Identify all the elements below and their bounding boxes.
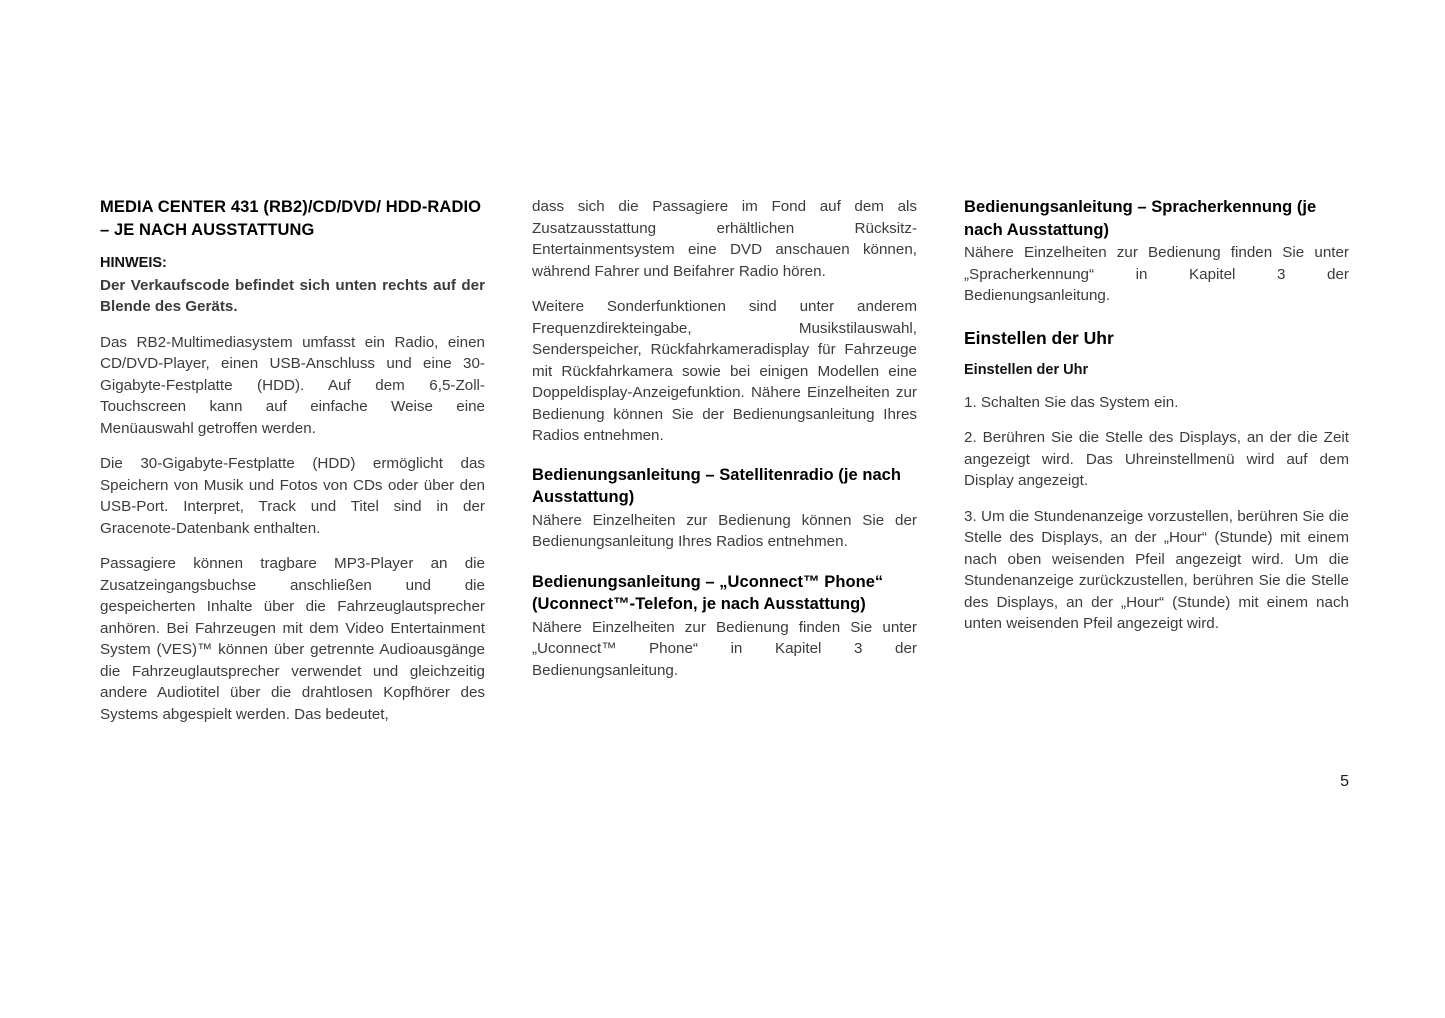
subheading-clock-setting: Einstellen der Uhr — [964, 361, 1089, 378]
heading-clock-setting: Einstellen der Uhr — [964, 327, 1114, 348]
page-title: MEDIA CENTER 431 (RB2)/CD/DVD/ HDD-RADIO – JE NACH AUSSTATTUNG — [100, 198, 482, 239]
clock-step-2: 2. Berühren Sie die Stelle des Displays, an der die Zeit angezeigt wird. Das Uhreinstellmenü wird auf dem Display angezeigt. — [964, 429, 1349, 489]
paragraph-satellite-radio: Nähere Einzelheiten zur Bedienung können Sie der Bedienungsanleitung Ihres Radios entnehmen. — [532, 511, 917, 550]
note-text: Der Verkaufscode befindet sich unten rechts auf der Blende des Geräts. — [100, 276, 485, 315]
page-number: 5 — [1340, 773, 1349, 790]
paragraph-hdd-storage: Die 30-Gigabyte-Festplatte (HDD) ermöglicht das Speichern von Musik und Fotos von CDs oder über den USB-Port. Interpret, Track und Titel sind in der Gracenote-Datenbank enthalten. — [100, 455, 485, 537]
paragraph-voice-recognition: Nähere Einzelheiten zur Bedienung finden Sie unter „Spracherkennung“ in Kapitel 3 der Bedienungsanleitung. — [964, 244, 1349, 304]
paragraph-uconnect-phone: Nähere Einzelheiten zur Bedienung finden Sie unter „Uconnect™ Phone“ in Kapitel 3 der Bedienungsanleitung. — [532, 618, 917, 679]
three-column-layout — [100, 196, 1350, 725]
heading-satellite-radio: Bedienungsanleitung – Satellitenradio (je nach Ausstattung) — [532, 465, 902, 506]
column-one — [100, 196, 485, 725]
clock-step-3: 3. Um die Stundenanzeige vorzustellen, berühren Sie die Stelle des Displays, an der „Hour“ (Stunde) mit einem nach oben weisenden Pfeil angezeigt wird. Um die Stundenanzeige zurückzustellen, berühren Sie die Stelle des Displays, an der „Hour“ (Stunde) mit einem nach unten weisenden Pfeil angezeigt wird. — [964, 507, 1349, 632]
heading-uconnect-phone: Bedienungsanleitung – „Uconnect™ Phone“ (Uconnect™-Telefon, je nach Ausstattung) — [532, 572, 884, 613]
paragraph-rear-seat-entertainment: dass sich die Passagiere im Fond auf dem als Zusatzausstattung erhältlichen Rücksitz-Entertainmentsystem eine DVD anschauen können, während Fahrer und Beifahrer Radio hören. — [532, 198, 917, 280]
heading-voice-recognition: Bedienungsanleitung – Spracherkennung (je nach Ausstattung) — [964, 198, 1317, 239]
clock-step-1: 1. Schalten Sie das System ein. — [964, 393, 1179, 411]
column-two — [532, 196, 917, 681]
paragraph-special-functions: Weitere Sonderfunktionen sind unter anderem Frequenzdirekteingabe, Musikstilauswahl, Senderspeicher, Rückfahrkameradisplay für Fahrzeuge mit Rückfahrkamera sowie bei einigen Modellen eine Doppeldisplay-Anzeigefunktion. Nähere Einzelheiten zur Bedienung können Sie der Bedienungsanleitung Ihres Radios entnehmen. — [532, 298, 917, 444]
paragraph-system-overview: Das RB2-Multimediasystem umfasst ein Radio, einen CD/DVD-Player, einen USB-Anschluss und eine 30-Gigabyte-Festplatte (HDD). Auf dem 6,5-Zoll-Touchscreen kann auf einfache Weise eine Menüauswahl getroffen werden. — [100, 333, 485, 437]
column-three — [964, 196, 1349, 635]
paragraph-mp3-ves: Passagiere können tragbare MP3-Player an die Zusatzeingangsbuchse anschließen und die gespeicherten Inhalte über die Fahrzeuglautsprecher anhören. Bei Fahrzeugen mit dem Video Entertainment System (VES)™ können über getrennte Audioausgänge die Fahrzeuglautsprecher verwendet und gleichzeitig andere Audiotitel über die drahtlosen Kopfhörer des Systems abgespielt werden. Das bedeutet, — [100, 555, 485, 723]
note-label: HINWEIS: — [100, 255, 167, 271]
